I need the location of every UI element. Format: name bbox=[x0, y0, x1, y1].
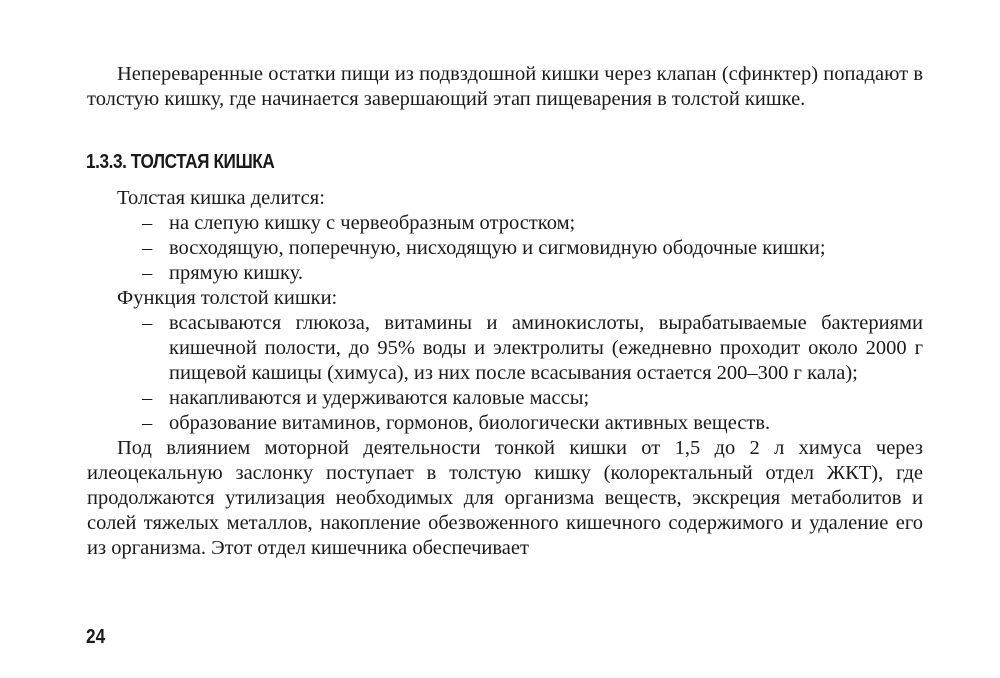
list-dash: – bbox=[142, 412, 153, 434]
list-item-text: на слепую кишку с червеобразным отростком; bbox=[169, 212, 576, 234]
intro-paragraph: Непереваренные остатки пищи из подвздошной кишки через клапан (сфинктер) попадают в толстую кишку, где начинается завершающий этап пищеварения в толстой кишке. bbox=[87, 63, 923, 110]
closing-paragraph: Под влиянием моторной деятельности тонкой кишки от 1,5 до 2 л химуса через илеоцекальную заслонку поступает в толстую кишку (колоректальный отдел ЖКТ), где продолжаются утилизация необходимых для организма веществ, экскреция метаболитов и солей тяжелых металлов, накопление обезвоженного кишечного содержимого и удаление его из организма. Этот отдел кишечника обеспечивает bbox=[87, 437, 923, 559]
list-dash: – bbox=[142, 212, 153, 234]
list-item bbox=[87, 236, 923, 261]
function-intro: Функция толстой кишки: bbox=[117, 287, 338, 309]
function-list bbox=[87, 311, 923, 436]
list-dash: – bbox=[142, 262, 153, 284]
list-item bbox=[87, 261, 923, 286]
intro-section bbox=[87, 62, 923, 112]
section-body bbox=[87, 186, 923, 561]
list-dash: – bbox=[142, 387, 153, 409]
list-item bbox=[87, 411, 923, 436]
list-dash: – bbox=[142, 312, 153, 334]
division-list bbox=[87, 211, 923, 286]
list-item bbox=[87, 386, 923, 411]
division-intro: Толстая кишка делится: bbox=[117, 187, 325, 209]
list-item-text: накапливаются и удерживаются каловые массы; bbox=[169, 387, 590, 409]
list-dash: – bbox=[142, 237, 153, 259]
section-heading: 1.3.3. ТОЛСТАЯ КИШКА bbox=[86, 151, 275, 173]
list-item-text: восходящую, поперечную, нисходящую и сигмовидную ободочные кишки; bbox=[169, 237, 826, 259]
list-item-text: образование витаминов, гормонов, биологически активных веществ. bbox=[169, 412, 771, 434]
list-item-text: всасываются глюкоза, витамины и аминокислоты, вырабатываемые бактериями кишечной полости, до 95% воды и электролиты (ежедневно проходит около 2000 г пищевой кашицы (химуса), из них после всасывания остается 200–300 г кала); bbox=[169, 312, 923, 384]
page-number: 24 bbox=[86, 626, 106, 648]
list-item bbox=[87, 311, 923, 386]
list-item-text: прямую кишку. bbox=[169, 262, 304, 284]
list-item bbox=[87, 211, 923, 236]
